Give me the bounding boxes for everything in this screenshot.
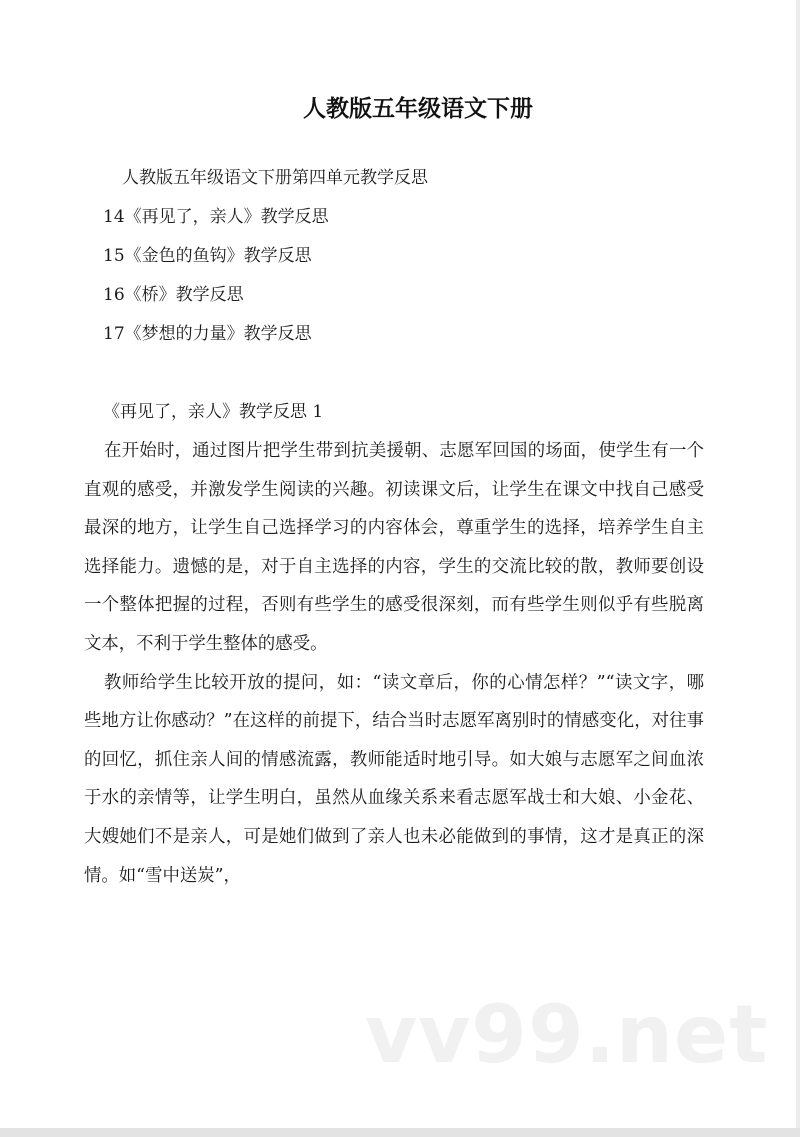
toc-item: 15《金色的鱼钩》教学反思 (103, 246, 312, 266)
watermark-text: vv99.net (365, 988, 769, 1081)
paragraph: 教师给学生比较开放的提问，如：“读文章后，你的心情怎样？”“读文字，哪些地方让你感动？”在这样的前提下，结合当时志愿军离别时的情感变化，对往事的回忆，抓住亲人间的情感流露，教师能适时地引导。如大娘与志愿军之间血浓于水的亲情等，让学生明白，虽然从血缘关系来看志愿军战士和大娘、小金花、大嫂她们不是亲人，可是她们做到了亲人也未必能做到的事情，这才是真正的深情。如“雪中送炭”， (84, 672, 704, 886)
toc-item: 14《再见了，亲人》教学反思 (103, 207, 329, 227)
paragraph: 在开始时，通过图片把学生带到抗美援朝、志愿军回国的场面，使学生有一个直观的感受，并激发学生阅读的兴趣。初读课文后，让学生在课文中找自己感受最深的地方，让学生自己选择学习的内容体会，尊重学生的选择，培养学生自主选择能力。遗憾的是，对于自主选择的内容，学生的交流比较的散，教师要创设一个整体把握的过程，否则有些学生的感受很深刻，而有些学生则似乎有些脱离文本，不利于学生整体的感受。 (84, 441, 704, 654)
toc-item: 16《桥》教学反思 (103, 285, 244, 305)
body-text (84, 432, 704, 895)
toc-item: 17《梦想的力量》教学反思 (103, 324, 312, 344)
section-heading: 《再见了，亲人》教学反思 1 (103, 402, 324, 422)
toc-heading: 人教版五年级语文下册第四单元教学反思 (122, 168, 428, 188)
page-edge (796, 0, 800, 1137)
document-title: 人教版五年级语文下册 (303, 96, 533, 122)
page-bottom-edge (0, 1128, 800, 1137)
